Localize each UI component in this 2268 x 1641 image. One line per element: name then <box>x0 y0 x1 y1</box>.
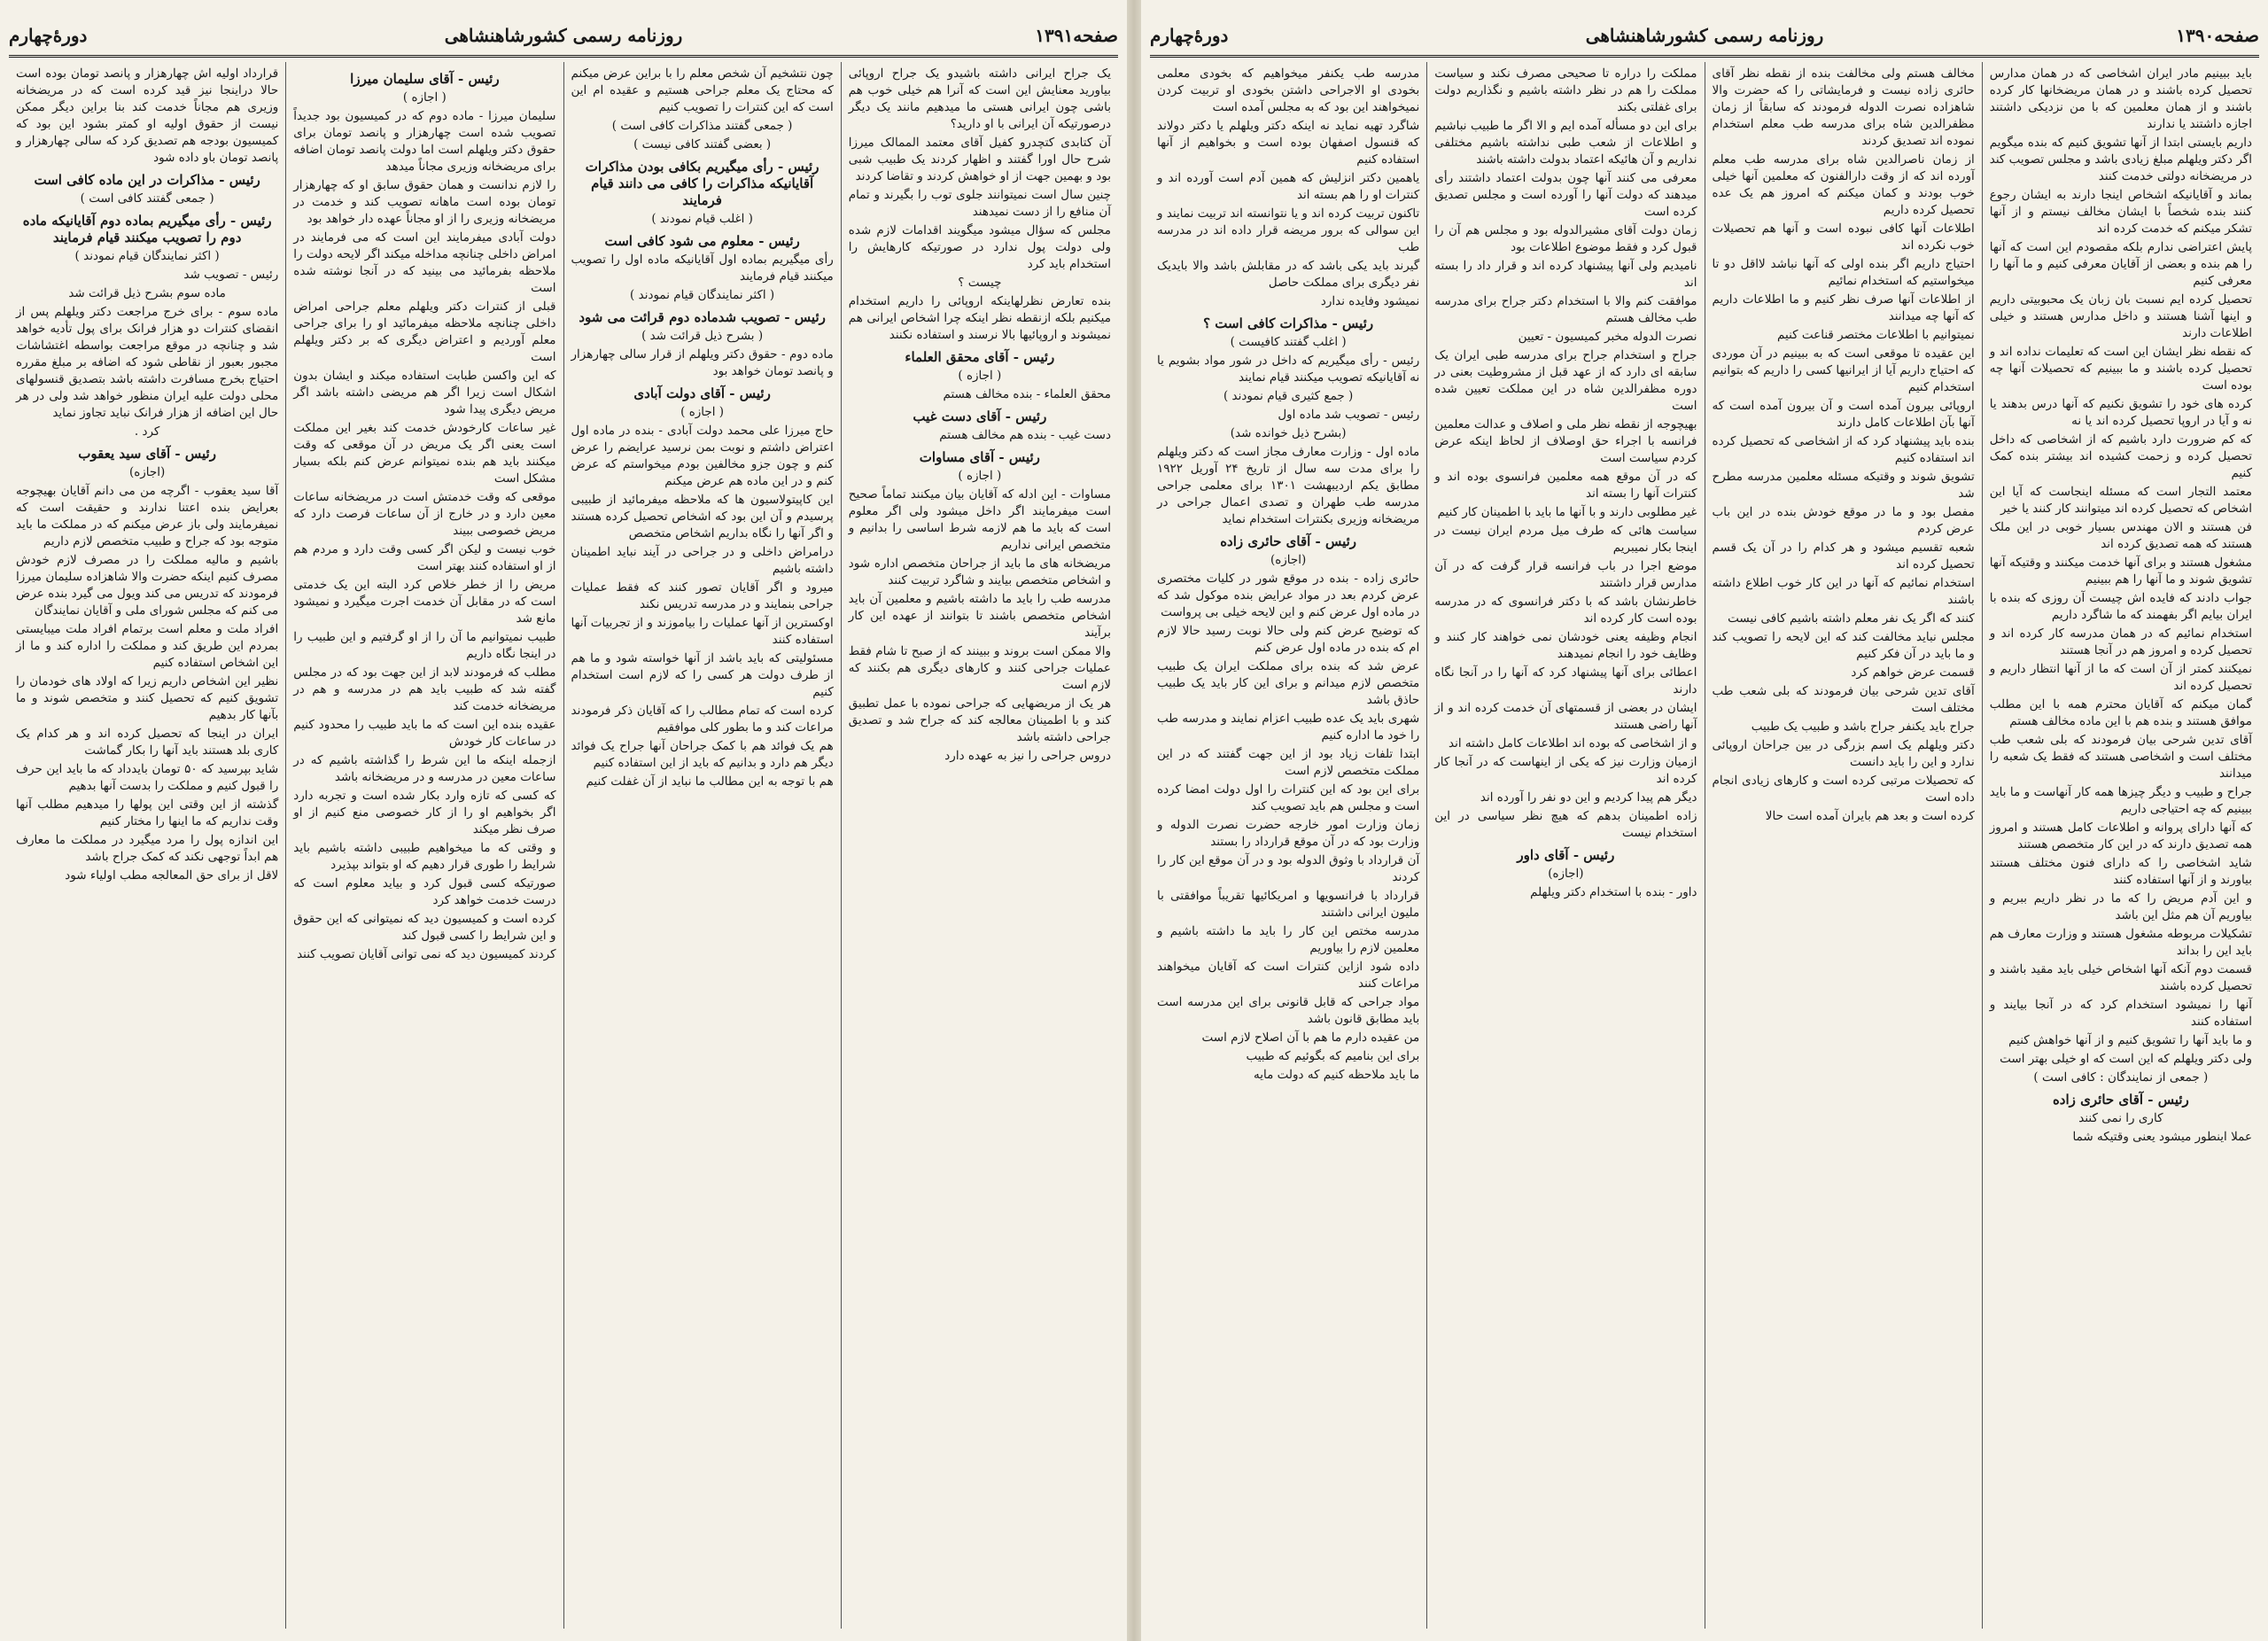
body-paragraph: که کم ضرورت دارد باشیم که از اشخاصی که داخل تحصیل کرده و زحمت کشیده اند بیشتر بنده کمک کنیم <box>1989 432 2252 480</box>
parliament-note: ( جمعی گفتند کافی است ) <box>80 191 214 206</box>
body-paragraph: آن قرارداد با وثوق الدوله بود و در آن موقع این کار را کردند <box>1157 853 1420 884</box>
body-paragraph: داده شود ازاین کنترات است که آقایان میخواهند مراعات کنند <box>1157 960 1420 991</box>
body-paragraph: غیر ساعات کارخودش خدمت کند بغیر این مملکت است یعنی اگر یک مریض در آن موقعی که وقت میکنند باید هم بنده نمیتوانم عرض کنم بلکه بسیار مشکل است <box>293 421 556 486</box>
right-page <box>1141 0 2268 1641</box>
speaker-line: رئیس - رأی میگیریم بکافی بودن مذاکرات آقایانیکه مذاکرات را کافی می دانند قیام فرمایند <box>585 159 819 208</box>
body-paragraph: هم با توجه به این مطالب ما نباید از آن غفلت کنیم <box>586 774 834 789</box>
body-paragraph: مسئولیتی که باید باشد از آنها خواسته شود و ما هم از طرف دولت هر کسی را که لازم است استخدام کنیم <box>571 651 834 699</box>
right-edition: دورۀچهارم <box>1150 25 1229 46</box>
body-paragraph: استخدام نمائیم که در همان مدرسه کار کرده اند و تحصیل کرده و امروز هم در آنجا هستند <box>1989 626 2252 657</box>
body-paragraph: و وقتی که ما میخواهیم طبیبی داشته باشیم باید شرایط را طوری قرار دهیم که او بتواند بپذیرد <box>293 841 556 872</box>
body-paragraph: کردند کمیسیون دید که نمی توانی آقایان تصویب کنند <box>297 947 556 961</box>
body-paragraph: مشغول هستند و برای آنها خدمت میکنند و وقتیکه آنها تشویق شوند و ما آنها را هم ببینیم <box>1989 556 2252 587</box>
body-paragraph: آقا سید یعقوب - اگرچه من می دانم آقایان بهیچوجه بعرایض بنده اعتنا ندارند و حقیقت است که نمیفرمایند ولی باز عرض میکنم که در مملکت ما باید متوجه بود که جراح و طبیب متخصص لازم داریم <box>16 484 279 548</box>
body-paragraph: این کاپیتولاسیون ها که ملاحظه میفرمائید از طبیبی پرسیدم و آن این بود که اشخاص تحصیل کرده هستند و اگر آنها را نگاه بداریم اشخاص متخصص <box>571 493 834 541</box>
body-paragraph: آقای تدین شرحی بیان فرمودند که بلی شعب طب مختلف است <box>1712 684 1975 715</box>
body-paragraph: آن کتابدی کتچدرو کفیل آقای معتمد الممالک میرزا شرح حال اورا گفتند و اظهار کردند یک طبیب شبی بود و بهمین جهت از او خواهش کردند و تقاضا کردند <box>848 136 1111 183</box>
body-paragraph: عرض شد که بنده برای مملکت ایران یک طبیب متخصص لازم میدانم و برای این کار باید یک طبیب حاذق باشد <box>1157 659 1420 707</box>
body-paragraph: من عقیده دارم ما هم با آن اصلاح لازم است <box>1201 1030 1420 1045</box>
parliament-note: ( اجازه ) <box>680 405 725 419</box>
body-paragraph: رئیس - تصویب شد ماده اول <box>1278 408 1420 422</box>
body-paragraph: مواد جراحی که قابل قانونی برای این مدرسه است باید مطابق قانون باشد <box>1157 995 1420 1026</box>
speaker-line: رئیس - آقای حائری زاده <box>1220 533 1357 549</box>
body-paragraph: هم یک فوائد هم با کمک جراحان آنها جراح یک فوائد دیگر هم دارد و بدانیم که باید از این استفاده کنیم <box>571 739 834 770</box>
parliament-note: کاری را نمی کنند <box>2078 1111 2163 1125</box>
parliament-note: ( جمعی از نمایندگان : کافی است ) <box>2033 1070 2209 1085</box>
body-paragraph: که نقطه نظر ایشان این است که تعلیمات نداده اند و تحصیل کرده باشند و ما ببینیم که تحصیلات آنها چه بوده است <box>1989 345 2252 393</box>
body-paragraph: شهری باید یک عده طبیب اعزام نمایند و مدرسه طب را خود ما اداره کنیم <box>1157 712 1420 743</box>
body-paragraph: شعبه تقسیم میشود و هر کدام را در آن یک قسم تحصیل کرده اند <box>1712 541 1975 572</box>
body-paragraph: حائری زاده - بنده در موقع شور در کلیات مختصری عرض کردم بعد در مواد عرایض بنده موکول شد که در ماده اول عرض کنم و این لایحه خیلی بی پرواست <box>1157 572 1420 619</box>
body-paragraph: از اطلاعات آنها صرف نظر کنیم و ما اطلاعات داریم که آنها چه میدانند <box>1712 292 1975 323</box>
speaker-line: رئیس - مذاکرات در این ماده کافی است <box>34 172 260 188</box>
parliament-note: ( جمع کثیری قیام نمودند ) <box>1223 389 1354 403</box>
body-paragraph: جراح و طبیب و دیگر چیزها همه کار آنهاست و ما باید ببینیم که چه احتیاجی داریم <box>1989 785 2252 816</box>
body-paragraph: تحصیل کرده ایم نسبت بان زبان یک محبوبیتی داریم و اینها آشنا هستند و داخل مدارس هستند و خیلی اطلاعات دارند <box>1989 292 2252 340</box>
left-page-column-2 <box>563 62 841 1629</box>
body-paragraph: کرده است که تمام مطالب را که آقایان ذکر فرمودند مراعات کند و ما بطور کلی موافقیم <box>571 704 834 735</box>
body-paragraph: داریم بایستی ابتدا از آنها تشویق کنیم که بنده میگویم اگر دکتر ویلهلم مبلغ زیادی باشد و مجلس تصویب کند در مریضخانه دولتی خدمت کنند <box>1989 136 2252 183</box>
body-paragraph: بماند و آقایانیکه اشخاص اینجا دارند به ایشان رجوع کنند بنده شخصاً با ایشان مخالف نیستم و از آنها تشکر میکنم که خدمت کرده اند <box>1989 188 2252 236</box>
body-paragraph: موافقت کنم والا با استخدام دکتر جراح برای مدرسه طب مخالف هستم <box>1434 294 1697 325</box>
body-paragraph: صورتیکه کسی قبول کرد و بیاید معلوم است که درست خدمت خواهد کرد <box>293 876 556 907</box>
parliament-note: کرد . <box>134 424 160 439</box>
body-paragraph: یک جراح ایرانی داشته باشیدو یک جراح اروپائی بیاورید معنایش این است که آنرا هم خیلی خوب هم باشی چون ایرانی هستی ما میدهیم مانند یک دیگر درصورتیکه آن ایرانی با او دارید؟ <box>848 66 1111 131</box>
parliament-note: (اجازه) <box>1270 553 1307 567</box>
body-paragraph: کرده های خود را تشویق نکنیم که آنها درس بدهند یا نه و آیا در اروپا تحصیل کرده اند یا نه <box>1989 397 2252 428</box>
body-paragraph: سیاست هائی که طرف میل مردم ایران نیست در اینجا بکار نمیبریم <box>1434 524 1697 555</box>
left-page-column-4 <box>9 62 285 1629</box>
body-paragraph: خوب نیست و لیکن اگر کسی وقت دارد و مردم هم از او استفاده کنند بهتر است <box>293 542 556 573</box>
body-paragraph: بنده باید پیشنهاد کرد که از اشخاصی که تحصیل کرده اند استفاده کنیم <box>1712 434 1975 465</box>
speaker-line: رئیس - آقای مساوات <box>919 449 1040 465</box>
body-paragraph: آنها را نمیشود استخدام کرد که در آنجا بیایند و استفاده کنند <box>1989 998 2252 1029</box>
body-paragraph: عملا اینطور میشود یعنی وقتیکه شما <box>2072 1130 2252 1144</box>
parliament-note: ( اغلب قیام نمودند ) <box>651 212 753 226</box>
body-paragraph: زمان وزارت امور خارجه حضرت نصرت الدوله و وزارت بود که در آن موقع قرارداد را بستند <box>1157 818 1420 849</box>
body-paragraph: نمیتوانیم با اطلاعات مختصر قناعت کنیم <box>1777 328 1975 342</box>
body-paragraph: قسمت دوم آنکه آنها اشخاص خیلی باید مقید باشند و تحصیل کرده باشند <box>1989 962 2252 993</box>
body-paragraph: که تحصیلات مرتبی کرده است و کارهای زیادی انجام داده است <box>1712 774 1975 805</box>
speaker-line: رئیس - رأی میگیریم بماده دوم آقایانیکه ماده دوم را تصویب میکنند قیام فرمایند <box>22 213 272 245</box>
body-paragraph: گمان میکنم که آقایان محترم همه با این مطلب موافق هستند و بنده هم با این ماده مخالف هستم <box>1989 697 2252 728</box>
speaker-line: رئیس - معلوم می شود کافی است <box>604 233 800 249</box>
body-paragraph: قبلی از کنترات دکتر ویلهلم معلم جراحی امراض داخلی چنانچه ملاحظه میفرمائید او را برای جراحی معلم آوردیم و اعتراض دیگری که بر دکتر ویلهلم است <box>293 299 556 364</box>
body-paragraph: نصرت الدوله مخبر کمیسیون - تعیین <box>1518 330 1697 344</box>
left-header-rule <box>9 55 1118 58</box>
speaker-line: رئیس - آقای حائری زاده <box>2052 1092 2189 1108</box>
body-paragraph: برای این دو مسأله آمده ایم و الا اگر ما طبیب نباشیم و اطلاعات از شعب طبی نداشته باشیم مختلفی نداریم و آن هائیکه اعتماد بدولت داشته باشند <box>1434 119 1697 167</box>
body-paragraph: جراح باید یکنفر جراح باشد و طبیب یک طبیب <box>1751 719 1975 734</box>
left-page-number: صفحه۱۳۹۱ <box>1035 25 1118 46</box>
body-paragraph: دیگر هم پیدا کردیم و این دو نفر را آورده اند <box>1480 790 1697 805</box>
body-paragraph: رأی میگیریم بماده اول آقایانیکه ماده اول را تصویب میکنند قیام فرمایند <box>571 253 834 284</box>
left-columns <box>9 62 1118 1629</box>
body-paragraph: افراد ملت و معلم است برتمام افراد ملت میبایستی بمردم این طریق کند و مملکت را اداره کند و ما از این اشخاص استفاده کنیم <box>16 622 279 670</box>
right-columns <box>1150 62 2259 1629</box>
body-paragraph: ماده اول - وزارت معارف مجاز است که دکتر ویلهلم را برای مدت سه سال از تاریخ ۲۴ آوریل ۱۹۲۲ مطابق یکم اردیبهشت ۱۳۰۱ برای معلمی جراحی مدرسه طب طهران و تصدی اعمال جراحی در مریضخانه وزیری بکنترات استخدام نماید <box>1157 445 1420 526</box>
body-paragraph: احتیاج داریم اگر بنده اولی که آنها نباشد لااقل دو تا میخواستیم که استخدام نمائیم <box>1712 257 1975 288</box>
body-paragraph: شاگرد تهیه نماید نه اینکه دکتر ویلهلم یا دکتر دولاند که قنسول اصفهان بوده است و بخواهیم از آنها استفاده کنیم <box>1157 119 1420 167</box>
speaker-line: رئیس - آقای دست غیب <box>913 408 1047 424</box>
body-paragraph: شاید اشخاصی را که دارای فنون مختلف هستند بیاورند و از آنها استفاده کنند <box>1989 856 2252 887</box>
body-paragraph: محقق العلماء - بنده مخالف هستم <box>943 387 1111 401</box>
body-paragraph: ازمیان وزارت نیز که یکی از اینهاست که در آنجا کار کرده اند <box>1434 755 1697 786</box>
body-paragraph: چنین سال است نمیتوانند جلوی توب را بگیرند و تمام آن منافع را از دست نمیدهند <box>848 188 1111 219</box>
left-page-column-3 <box>285 62 563 1629</box>
body-paragraph: مجلس نباید مخالفت کند که این لایحه را تصویب کند و ما باید در آن فکر کنیم <box>1712 630 1975 661</box>
page-gutter <box>1127 0 1141 1641</box>
body-paragraph: و ما باید آنها را تشویق کنیم و از آنها خواهش کنیم <box>2008 1033 2252 1047</box>
speaker-line: رئیس - تصویب شدماده دوم قرائت می شود <box>579 309 826 325</box>
body-paragraph: برای این بود که این کنترات را اول دولت امضا کرده است و مجلس هم باید تصویب کند <box>1157 782 1420 813</box>
body-paragraph: دست غیب - بنده هم مخالف هستم <box>939 428 1111 442</box>
body-paragraph: را لازم ندانست و همان حقوق سابق او که چهارهزار تومان بوده است ماهانه تصویب کند و خدمت در مریضخانه وزیری را از او مجاناً عهده دار خواهد بود <box>293 178 556 226</box>
left-page <box>0 0 1127 1641</box>
body-paragraph: ازجمله اینکه ما این شرط را گذاشته باشیم که در ساعات معین در مدرسه و در مریضخانه باشد <box>293 753 556 784</box>
right-page-column-1 <box>1982 62 2259 1629</box>
left-edition: دورۀچهارم <box>9 25 88 46</box>
body-paragraph: اروپائی بیرون آمده است و آن بیرون آمده است که آنها بآن اطلاعات کامل دارند <box>1712 399 1975 430</box>
body-paragraph: معتمد التجار است که مسئله اینجاست که آیا این اشخاص که تحصیل کرده اند میتوانند کار کنند یا خیر <box>1989 485 2252 516</box>
parliament-note: ( اجازه ) <box>402 90 447 105</box>
body-paragraph: ابتدا تلفات زیاد بود از این جهت گفتند که در این مملکت متخصص لازم است <box>1157 747 1420 778</box>
body-paragraph: تشکیلات مربوطه مشغول هستند و وزارت معارف هم باید این را بداند <box>1989 927 2252 958</box>
body-paragraph: اوکسترین از آنها عملیات را بیاموزند و از تجربیات آنها استفاده کنند <box>571 616 834 647</box>
right-page-number: صفحه۱۳۹۰ <box>2176 25 2259 46</box>
body-paragraph: که این واکسن طبابت استفاده میکند و ایشان بدون اشکال است زیرا اگر هم مریضی داشته باشد اگر مریض دیگری پیدا شود <box>293 369 556 416</box>
speaker-line: رئیس - مذاکرات کافی است ؟ <box>1203 315 1374 331</box>
body-paragraph: و این آدم مریض را که ما در نظر داریم ببریم و بیاوریم آن هم مثل این باشد <box>1989 891 2252 922</box>
right-page-header <box>1150 19 2259 51</box>
body-paragraph: و از اشخاصی که بوده اند اطلاعات کامل داشته اند <box>1449 736 1697 751</box>
left-newspaper-title: روزنامه رسمی کشورشاهنشاهی <box>444 25 683 46</box>
body-paragraph: خاطرنشان باشد که با دکتر فرانسوی که در مدرسه بوده است کار کرده اند <box>1434 595 1697 626</box>
parliament-note: ( بشرح ذیل قرائت شد ) <box>641 329 764 343</box>
body-paragraph: عقیده بنده این است که ما باید طبیب را محدود کنیم در ساعات کار خودش <box>293 718 556 749</box>
parliament-note: ( بعضی گفتند کافی نیست ) <box>633 137 772 152</box>
body-paragraph: چون نتشخیم آن شخص معلم را با براین عرض میکنم که محتاج یک معلم جراحی هستیم و عقیده ام این است که این کنترات را تصویب کنیم <box>571 66 834 114</box>
body-paragraph: انجام وظیفه یعنی خودشان نمی خواهند کار کنند و وظایف خود را انجام نمیدهند <box>1434 630 1697 661</box>
body-paragraph: میرود و اگر آقایان تصور کنند که فقط عملیات جراحی بنمایند و در مدرسه تدریس نکند <box>571 580 834 611</box>
body-paragraph: که کسی که تازه وارد بکار شده است و تجربه دارد اگر بخواهیم او را از کار خصوصی منع کنیم از او صرف نظر میکند <box>293 789 556 836</box>
body-paragraph: موقعی که وقت خدمتش است در مریضخانه ساعات معین دارد و در خارج از آن ساعات فرصت دارد که مریض خصوصی ببیند <box>293 490 556 538</box>
parliament-note: ( اکثر نمایندگان قیام نمودند ) <box>630 288 775 302</box>
body-paragraph: والا ممکن است بروند و ببینند که از صبح تا شام فقط عملیات جراحی کنند و کارهای دیگری هم بکنند که لازم است <box>848 644 1111 692</box>
body-paragraph: دروس جراحی را نیز به عهده دارد <box>944 749 1111 763</box>
body-paragraph: این عقیده تا موقعی است که به ببینیم در آن موردی که احتیاج داریم آیا از ایرانیها کسی را داریم که بتوانیم استخدام کنیم <box>1712 346 1975 394</box>
parliament-note: (بشرح ذیل خوانده شد) <box>1230 426 1347 440</box>
body-paragraph: تشویق شوند و وقتیکه مسئله معلمین مدرسه مطرح شد <box>1712 470 1975 501</box>
body-paragraph: معرفی می کنند آنها چون بدولت اعتماد داشتند رأی میدهند که دولت آنها را آورده است و مجلس تصدیق کرده است <box>1434 171 1697 219</box>
body-paragraph: نمیشود وفایده ندارد <box>1320 294 1420 308</box>
parliament-note: ( اجازه ) <box>958 469 1002 483</box>
body-paragraph: قرارداد اولیه اش چهارهزار و پانصد تومان بوده است حالا دراینجا نیز قید کرده است که در مریضخانه وزیری هم مجاناً خدمت کند بنا براین دیگر ممکن نیست از حقوق اولیه او کمتر بشود این بود که کمیسیون بودجه هم تصدیق کرد که سالی چهارهزار و پانصد تومان باو داده شود <box>16 66 279 165</box>
body-paragraph: قسمت عرض خواهم کرد <box>1851 665 1975 680</box>
body-paragraph: غیر مطلوبی دارند و با آنها ما باید با اطمینان کار کنیم <box>1437 505 1697 519</box>
body-paragraph: یاهمین دکتر انزلیش که همین آدم است آورده اند و کنترات او را هم بسته اند <box>1157 171 1420 202</box>
body-paragraph: برای این بنامیم که بگوئیم که طبیب <box>1246 1049 1420 1063</box>
body-paragraph: باید ببینیم مادر ایران اشخاصی که در همان مدارس تحصیل کرده باشند و در همان مریضخانها کار کرده باشند و از همان معلمین که با من نزدیکی داشتند اجازه داشتند یا ندارند <box>1989 66 2252 131</box>
body-paragraph: جراح و استخدام جراح برای مدرسه طبی ایران یک سابقه ای دارد که از عهد قبل از مشروطیت بعنی در دوره مظفرالدین شاه در این مملکت تعیین شده است <box>1434 348 1697 413</box>
body-paragraph: مریض را از خطر خلاص کرد البته این یک خدمتی است که در مقابل آن خدمت اجرت میگیرد و نمیشود مانع شد <box>293 578 556 626</box>
body-paragraph: کنند که اگر یک نفر معلم داشته باشیم کافی نیست <box>1728 611 1975 626</box>
body-paragraph: زمان دولت آقای مشیرالدوله بود و مجلس هم آن را قبول کرد و فقط موضوع اطلاعات بود <box>1434 223 1697 254</box>
body-paragraph: کرده است و کمیسیون دید که نمیتوانی که این حقوق و این شرایط را کسی قبول کند <box>293 912 556 943</box>
body-paragraph: ماده سوم - برای خرج مراجعت دکتر ویلهلم پس از انقضای کنترات دو هزار فرانک برای پول تأدیه خواهد شد و چنانچه در موقع مراجعت بواسطه اغتشاشات مجبور بعبور از نقاطی شود که اضافه بر مبلغ مقرره احتیاج بخرج مسافرت داشته باشد بتصدیق قنسولهای محلی دولت علیه ایران منظور خواهد شد ولی در هر حال این اضافه از هزار فرانک نباید تجاوز نماید <box>16 305 279 420</box>
body-paragraph: استخدام نمائیم که آنها در این کار خوب اطلاع داشته باشند <box>1712 576 1975 607</box>
body-paragraph: شاید بپرسید که ۵۰ تومان بایدداد که ما باید این حرف را قبول کنیم و مملکت را بدست آنها بدهیم <box>16 762 279 793</box>
right-page-column-4 <box>1150 62 1426 1629</box>
right-page-column-3 <box>1426 62 1704 1629</box>
body-paragraph: بنده تعارض نظرلهاینکه اروپائی را داریم استخدام میکنیم بلکه ازنقطه نظر اینکه چرا اشخاص ایرانی هم نمیشوند و اروپائیها بالا نرسند و استفاده نکنند <box>848 294 1111 342</box>
body-paragraph: ایران در اینجا که تحصیل کرده اند و هر کدام یک کاری بلد هستند باید آنها را بکار گماشت <box>16 727 279 758</box>
speaker-line: رئیس - آقای دولت آبادی <box>633 385 771 401</box>
body-paragraph: مطلب که فرمودند لابد از این جهت بود که در مجلس گفته شد که طبیب باید هم در مدرسه و هم در مریضخانه خدمت کند <box>293 665 556 713</box>
body-paragraph: تاکنون تربیت کرده اند و یا نتوانسته اند تربیت نمایند و این سوالی که برور مریضه قرار داده اند در مدرسه طب <box>1157 206 1420 254</box>
body-paragraph: پایش اعتراضی ندارم بلکه مقصودم این است که آنها را هم بنده و بعضی از آقایان معرفی کنیم و ما آنها را معرفی کنیم <box>1989 240 2252 288</box>
body-paragraph: ولی دکتر ویلهلم که این است که او خیلی بهتر است <box>2000 1052 2252 1066</box>
parliament-note: (اجازه) <box>128 465 166 479</box>
body-paragraph: کرده است و بعد هم بایران آمده است حالا <box>1765 809 1975 823</box>
body-paragraph: درامراض داخلی و در جراحی در آیند نباید اطمینان داشته باشیم <box>571 545 834 576</box>
body-paragraph: مساوات - این ادله که آقایان بیان میکنند تماماً صحیح است میفرمایند اگر داخل میشود ولی اگر معلوم است که باید ما هم لازمه شرط اساسی را بدانیم و متخصص ایرانی نداریم <box>848 487 1111 552</box>
speaker-line: رئیس - آقای سلیمان میرزا <box>350 71 500 87</box>
body-paragraph: بهیچوجه از نقطه نظر ملی و اصلاف و عدالت معلمین فرانسه با اجراء حق اوصلاف از لحاظ اینکه عرض کردم سیاست است <box>1434 417 1697 465</box>
body-paragraph: مدرسه طب یکنفر میخواهیم که بخودی معلمی بخودی او الاجراحی داشتن بخودی او تربیت کردن نمیخواهند این بود که به مجلس آمده است <box>1157 66 1420 114</box>
right-page-column-2 <box>1705 62 1982 1629</box>
body-paragraph: جواب دادند که فایده اش چیست آن روزی که بنده با ایران بیایم اگر بفهمند که ما شاگرد داریم <box>1989 591 2252 622</box>
body-paragraph: مریضخانه های ما باید از جراحان متخصص اداره شود و اشخاص متخصص بیایند و شاگرد تربیت کنند <box>848 556 1111 587</box>
body-paragraph: زاده اطمینان بدهم که هیچ نظر سیاسی در این استخدام نیست <box>1434 809 1697 840</box>
body-paragraph: نمیکنند کمتر از آن است که ما از آنها انتظار داریم و تحصیل کرده اند <box>1989 662 2252 693</box>
body-paragraph: داور - بنده با استخدام دکتر ویلهلم <box>1530 885 1697 899</box>
speaker-line: رئیس - آقای سید یعقوب <box>78 446 216 462</box>
body-paragraph: حاج میرزا علی محمد دولت آبادی - بنده در ماده اول اعتراض داشتم و نوبت بمن نرسید عرایضم را عرض کنم و چون جزو مخالفین بودم میخواستم که عرض کنم و در این ماده هم عرض میکنم <box>571 424 834 488</box>
body-paragraph: مدرسه طب را باید ما داشته باشیم و معلمین آن باید اشخاص متخصص باشند تا بتوانند از عهده این کار برآیند <box>848 592 1111 640</box>
right-newspaper-title: روزنامه رسمی کشورشاهنشاهی <box>1585 25 1824 46</box>
body-paragraph: رئیس - تصویب شد <box>183 268 279 282</box>
body-paragraph: رئیس - رأی میگیریم که داخل در شور مواد بشویم یا نه آقایانیکه تصویب میکنند قیام نمایند <box>1157 354 1420 385</box>
parliament-note: ماده سوم بشرح ذیل قرائت شد <box>68 286 226 300</box>
body-paragraph: گیرند باید یکی باشد که در مقابلش باشد والا بایدیک نفر دیگری برای مملکت حاصل <box>1157 259 1420 290</box>
body-paragraph: مخالف هستم ولی مخالفت بنده از نقطه نظر آقای حائری زاده نیست و فرمایشاتی را که حضرت والا شاهزاده نصرت الدوله فرمودند که سابقاً از زمان مظفرالدین شاه برای مدرسه طب معلم استخدام نموده اند تصدیق کردند <box>1712 66 1975 148</box>
body-paragraph: گذشته از این وقتی این پولها را میدهیم مطلب آنها وقت نداریم که ما اینها را مختار کنیم <box>16 797 279 828</box>
parliament-note: ( جمعی گفتند مذاکرات کافی است ) <box>611 119 793 133</box>
body-paragraph: لاقل از برای حق المعالجه مطب اولیاء شود <box>65 868 279 883</box>
body-paragraph: ایشان در بعضی از قسمتهای آن خدمت کرده اند و از آنها راضی هستند <box>1434 701 1697 732</box>
body-paragraph: ما باید ملاحظه کنیم که دولت مایه <box>1254 1068 1420 1082</box>
left-page-column-1 <box>841 62 1118 1629</box>
speaker-line: رئیس - آقای محقق العلماء <box>905 349 1055 365</box>
body-paragraph: که در آن موقع همه معلمین فرانسوی بوده اند و کنترات آنها را بسته اند <box>1434 470 1697 501</box>
left-page-header <box>9 19 1118 51</box>
speaker-line: رئیس - آقای داور <box>1517 847 1615 863</box>
body-paragraph: طبیب نمیتوانیم ما آن را از او گرفتیم و این طبیب را در اینجا نگاه داریم <box>293 630 556 661</box>
body-paragraph: قرارداد با فرانسویها و امریکائیها تقریباً موافقتی با ملیون ایرانی داشتند <box>1157 889 1420 920</box>
body-paragraph: فن هستند و الان مهندس بسیار خوبی در این ملک هستند که همه تصدیق کرده اند <box>1989 520 2252 551</box>
body-paragraph: نامیدیم ولی آنها پیشنهاد کرده اند و قرار داد را بسته اند <box>1434 259 1697 290</box>
body-paragraph: باشیم و مالیه مملکت را در مصرف لازم خودش مصرف کنیم اینکه حضرت والا شاهزاده سلیمان میرزا فرمودند که تدریس می کند ویول می گیرد بنده عرض می کنم که مجلس شورای ملی و آقایان نمایندگان <box>16 553 279 618</box>
body-paragraph: مفصل بود و ما در موقع خودش بنده در این باب عرض کردم <box>1712 505 1975 536</box>
body-paragraph: دکتر ویلهلم یک اسم بزرگی در بین جراحان اروپائی ندارد و این را باید دانست <box>1712 738 1975 769</box>
body-paragraph: اطلاعات آنها کافی نبوده است و آنها هم تحصیلات خوب نکرده اند <box>1712 222 1975 253</box>
body-paragraph: ماده دوم - حقوق دکتر ویلهلم از قرار سالی چهارهزار و پانصد تومان خواهد بود <box>571 347 834 378</box>
parliament-note: چیست ؟ <box>958 276 1002 290</box>
body-paragraph: اعطائی برای آنها پیشنهاد کرد که آنها را در آنجا نگاه دارند <box>1434 665 1697 696</box>
body-paragraph: مدرسه مختص این کار را باید ما داشته باشیم و معلمین لازم را بیاوریم <box>1157 924 1420 955</box>
body-paragraph: از زمان ناصرالدین شاه برای مدرسه طب معلم آورده اند که از وقت دارالفنون که معلمین آنها خیلی خوب بودند و کمان میکنم که امروز هم یک عده تحصیل کرده داریم <box>1712 152 1975 217</box>
body-paragraph: مجلس که سؤال میشود میگویند اقدامات لازم شده ولی دولت پول ندارد در صورتیکه کارهایش را استخدام باید کرد <box>848 223 1111 271</box>
body-paragraph: هر یک از مریضهایی که جراحی نموده با عمل تطبیق کند و با اطمینان معالجه کند که جراح شد و تصدیق جراحی داشته باشد <box>848 696 1111 744</box>
parliament-note: (اجازه) <box>1548 867 1584 881</box>
parliament-note: ( اجازه ) <box>958 369 1002 383</box>
parliament-note: ( اکثر نمایندگان قیام نمودند ) <box>74 249 220 263</box>
body-paragraph: مملکت را دراره تا صحیحی مصرف نکند و سیاست مملکت را هم در نظر داشته باشیم و نگذاریم دولت برای غفلتی بکند <box>1434 66 1697 114</box>
parliament-note: ( اغلب گفتند کافیست ) <box>1230 335 1347 349</box>
right-header-rule <box>1150 55 2259 58</box>
body-paragraph: سلیمان میرزا - ماده دوم که در کمیسیون بود جدیداً تصویب شده است چهارهزار و پانصد تومان برای حقوق دکتر ویلهلم است اما دولت پانصد تومان اضافه برای مریضخانه وزیری مجاناً میدهد <box>293 109 556 174</box>
body-paragraph: که آنها دارای پروانه و اطلاعات کامل هستند و امروز همه تصدیق دارند که در این کار متخصص هستند <box>1989 820 2252 852</box>
body-paragraph: موضع اجرا در باب فرانسه قرار گرفت که در آن مدارس قرار داشتند <box>1434 559 1697 590</box>
body-paragraph: که توضیح عرض کنم ولی حالا نوبت رسید حالا لازم ام که بنده در ماده اول عرض کنم <box>1157 624 1420 655</box>
body-paragraph: دولت آبادی میفرمایند این است که می فرمایند در امراض داخلی چنانچه مداخله میکند اگر لایحه دولت را ملاحظه بفرمائید می بینید که در آنجا نوشته شده است <box>293 230 556 295</box>
body-paragraph: نظیر این اشخاص داریم زیرا که اولاد های خودمان را تشویق کنیم که تحصیل کنند و متخصص شوند و ما بآنها کار بدهیم <box>16 674 279 722</box>
body-paragraph: این اندازه پول را مرد میگیرد در مملکت ما معارف هم ابداً توجهی نکند که کمک جراح باشد <box>16 833 279 864</box>
body-paragraph: آقای تدین شرحی بیان فرمودند که بلی شعب طب مختلف است و اشخاصی هستند که فقط یک شعبه را میدانند <box>1989 733 2252 781</box>
